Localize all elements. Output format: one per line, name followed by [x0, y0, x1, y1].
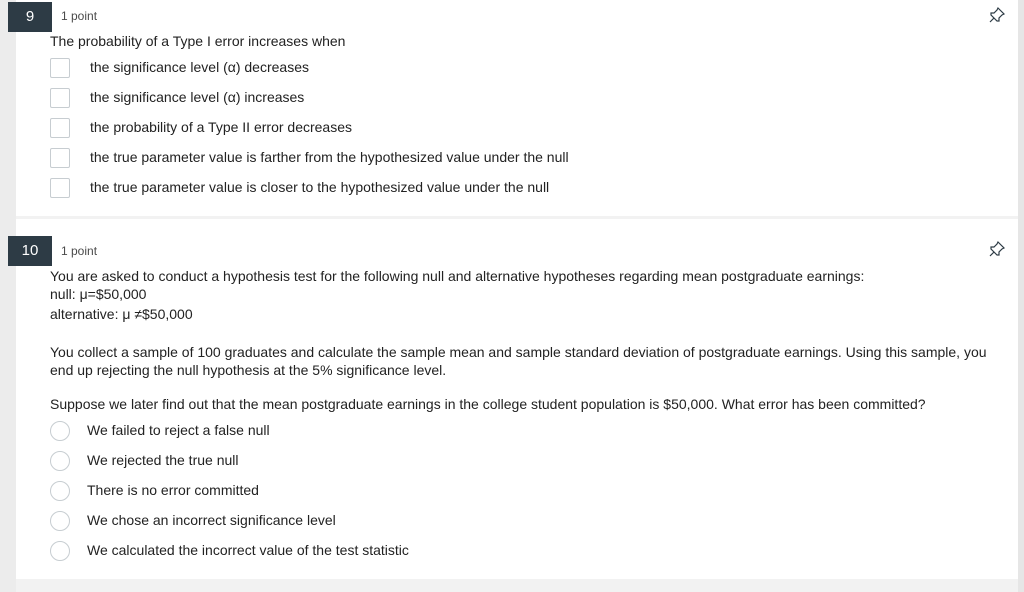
radio-button[interactable] [50, 451, 70, 471]
radio-button[interactable] [50, 541, 70, 561]
question-card-10 [16, 219, 1018, 579]
question-card-9 [16, 0, 1018, 216]
checkbox[interactable] [50, 148, 70, 168]
divider [16, 579, 1018, 592]
question-intro: You are asked to conduct a hypothesis test for the following null and alternative hypotheses regarding mean postgraduate earnings: [50, 268, 865, 284]
scrollbar-track[interactable] [1018, 0, 1024, 592]
answer-label: the significance level (α) decreases [90, 59, 309, 75]
answer-label: the significance level (α) increases [90, 89, 305, 105]
left-margin [0, 0, 16, 592]
question-prompt: The probability of a Type I error increases when [50, 33, 346, 49]
answer-label: We rejected the true null [87, 452, 239, 468]
answer-label: There is no error committed [87, 482, 259, 498]
pin-icon[interactable] [988, 6, 1006, 24]
alternative-hypothesis: alternative: μ ≠$50,000 [50, 306, 193, 322]
question-text: Suppose we later find out that the mean postgraduate earnings in the college student population is $50,000. What error has been committed? [50, 396, 926, 412]
answer-label: the true parameter value is closer to the hypothesized value under the null [90, 179, 550, 195]
answer-label: We chose an incorrect significance level [87, 512, 336, 528]
answer-label: the probability of a Type II error decreases [90, 119, 352, 135]
null-hypothesis: null: μ=$50,000 [50, 286, 147, 302]
checkbox[interactable] [50, 88, 70, 108]
answer-label: We calculated the incorrect value of the test statistic [87, 542, 409, 558]
question-number: 10 [8, 236, 52, 266]
checkbox[interactable] [50, 178, 70, 198]
question-number: 9 [8, 2, 52, 32]
checkbox[interactable] [50, 118, 70, 138]
answer-label: We failed to reject a false null [87, 422, 270, 438]
checkbox[interactable] [50, 58, 70, 78]
points-label: 1 point [61, 9, 98, 23]
pin-icon[interactable] [988, 240, 1006, 258]
radio-button[interactable] [50, 421, 70, 441]
radio-button[interactable] [50, 511, 70, 531]
radio-button[interactable] [50, 481, 70, 501]
answer-label: the true parameter value is farther from the hypothesized value under the null [90, 149, 569, 165]
question-paragraph: You collect a sample of 100 graduates and calculate the sample mean and sample standard deviation of postgraduate earnings. Using this sample, you end up rejecting the null hypothesis at the 5% significance level. [50, 344, 987, 378]
points-label: 1 point [61, 244, 98, 258]
